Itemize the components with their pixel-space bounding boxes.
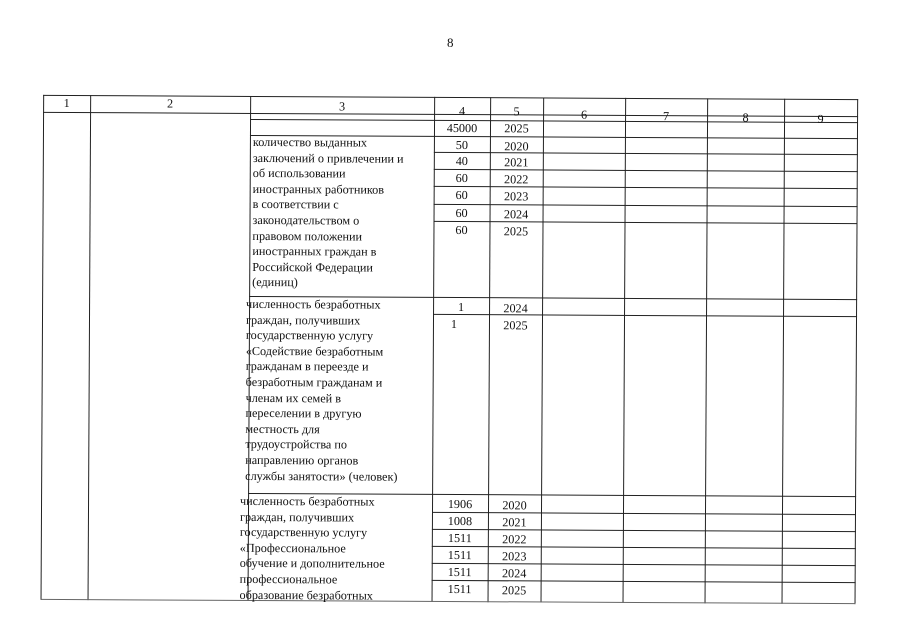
value-cell: 1511 bbox=[447, 581, 472, 597]
header-col-5: 5 bbox=[513, 104, 520, 119]
year-cell: 2024 bbox=[503, 301, 528, 316]
value-cell: 40 bbox=[455, 154, 468, 169]
year-cell: 2020 bbox=[504, 139, 529, 154]
header-col-4: 4 bbox=[459, 104, 466, 119]
col-border-7-8 bbox=[705, 98, 709, 603]
col-border-6-7 bbox=[623, 98, 627, 603]
value-cell: 1 bbox=[450, 317, 458, 332]
header-col-9: 9 bbox=[817, 111, 824, 126]
year-cell: 2025 bbox=[503, 224, 529, 239]
indicator-label: численность безработных граждан, получивших государственную услугу «Профессиональное обучение и дополнительное профессиональное образование безработных bbox=[239, 493, 385, 603]
value-cell: 60 bbox=[455, 188, 468, 203]
col-border-right bbox=[855, 99, 859, 604]
value-cell: 1 bbox=[457, 300, 465, 315]
year-cell: 2024 bbox=[501, 566, 527, 581]
value-cell: 1008 bbox=[447, 513, 473, 529]
year-cell: 2021 bbox=[504, 155, 529, 170]
year-cell: 2020 bbox=[502, 498, 527, 513]
value-cell: 1906 bbox=[447, 496, 473, 512]
year-cell: 2025 bbox=[503, 318, 528, 333]
value-cell: 1511 bbox=[447, 547, 472, 563]
header-col-7: 7 bbox=[662, 109, 670, 124]
header-col-1: 1 bbox=[63, 95, 70, 111]
value-cell: 50 bbox=[455, 138, 469, 153]
indicator-label: количество выданных заключений о привлечении и об использовании иностранных работников в соответствии с законодательством о правовом положении иностранных граждан в Российской Федерации (единиц) bbox=[252, 134, 404, 290]
header-col-3: 3 bbox=[339, 99, 346, 114]
indicator-label: численность безработных граждан, получивших государственную услугу «Содействие безработным гражданам в переезде и безработным гражданам и членам их семей в переселении в другую местность для трудоустройства по направлению органов службы занятости» (человек) bbox=[245, 296, 398, 484]
year-cell: 2024 bbox=[503, 207, 529, 222]
year-cell: 2023 bbox=[503, 189, 529, 204]
value-cell: 1511 bbox=[447, 530, 472, 546]
table-bottom-cut bbox=[41, 599, 856, 604]
year-cell: 2021 bbox=[502, 515, 527, 530]
year-cell: 2023 bbox=[502, 549, 527, 564]
value-cell: 60 bbox=[455, 171, 468, 186]
value-cell: 60 bbox=[455, 206, 468, 221]
value-cell: 1511 bbox=[447, 564, 472, 580]
value-cell: 45000 bbox=[446, 120, 478, 136]
col-border-left bbox=[41, 95, 45, 600]
header-col-6: 6 bbox=[580, 107, 588, 122]
page-number: 8 bbox=[447, 35, 454, 50]
col-border-8-9 bbox=[782, 99, 786, 604]
year-cell: 2025 bbox=[504, 121, 529, 136]
header-col-2: 2 bbox=[167, 96, 174, 111]
year-cell: 2022 bbox=[504, 172, 529, 187]
year-cell: 2025 bbox=[501, 583, 527, 598]
col-border-1-2 bbox=[88, 95, 92, 600]
value-cell: 60 bbox=[455, 223, 468, 238]
year-cell: 2022 bbox=[502, 532, 527, 547]
header-col-8: 8 bbox=[742, 110, 749, 125]
